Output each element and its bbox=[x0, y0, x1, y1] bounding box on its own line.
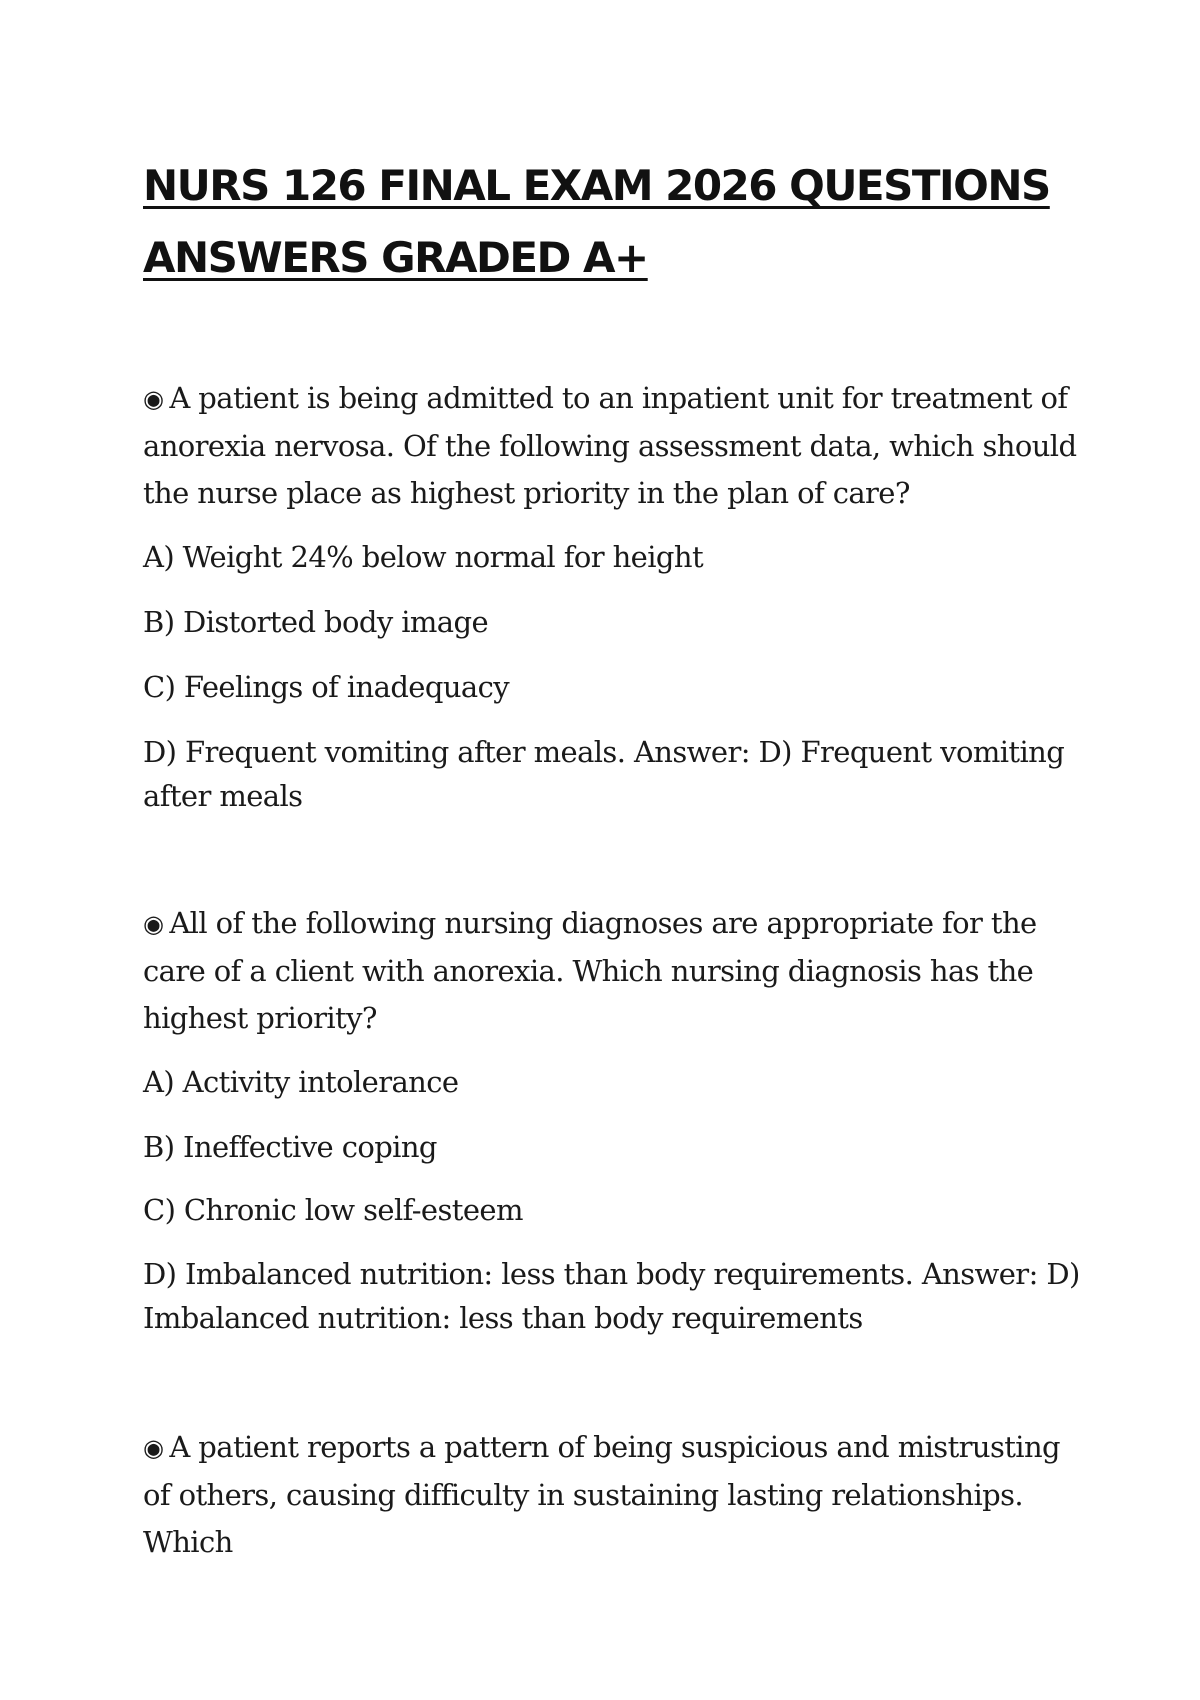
title-line-2: ANSWERS GRADED A+ bbox=[143, 233, 648, 282]
radio-bullet-icon: ◉ bbox=[143, 385, 164, 413]
radio-bullet-icon: ◉ bbox=[143, 1434, 164, 1462]
question-1 bbox=[143, 375, 1083, 517]
answer-option: B) Ineffective coping bbox=[143, 1130, 437, 1164]
radio-bullet-icon: ◉ bbox=[143, 910, 164, 938]
answer-option-with-answer: D) Imbalanced nutrition: less than body requirements. Answer: D) Imbalanced nutrition: less than body requirements bbox=[143, 1257, 1080, 1335]
document-page bbox=[143, 150, 1083, 1559]
answer-option: C) Chronic low self-esteem bbox=[143, 1193, 523, 1227]
answer-option: A) Weight 24% below normal for height bbox=[143, 540, 704, 574]
question-2 bbox=[143, 900, 1083, 1042]
question-text: A patient is being admitted to an inpatient unit for treatment of anorexia nervosa. Of the following assessment data, which should the nurse place as highest priority in the plan of care? bbox=[143, 381, 1077, 510]
answer-option: A) Activity intolerance bbox=[143, 1065, 459, 1099]
question-text: A patient reports a pattern of being suspicious and mistrusting of others, causing difficulty in sustaining lasting relationships. Which bbox=[143, 1430, 1061, 1559]
answer-option: C) Feelings of inadequacy bbox=[143, 670, 510, 704]
title-line-1: NURS 126 FINAL EXAM 2026 QUESTIONS bbox=[143, 161, 1050, 210]
question-text: All of the following nursing diagnoses are appropriate for the care of a client with anorexia. Which nursing diagnosis has the highest priority? bbox=[143, 906, 1037, 1035]
answer-option-with-answer: D) Frequent vomiting after meals. Answer: D) Frequent vomiting after meals bbox=[143, 735, 1065, 813]
answer-option: B) Distorted body image bbox=[143, 605, 489, 639]
document-title bbox=[143, 150, 1083, 294]
question-3 bbox=[143, 1424, 1083, 1566]
